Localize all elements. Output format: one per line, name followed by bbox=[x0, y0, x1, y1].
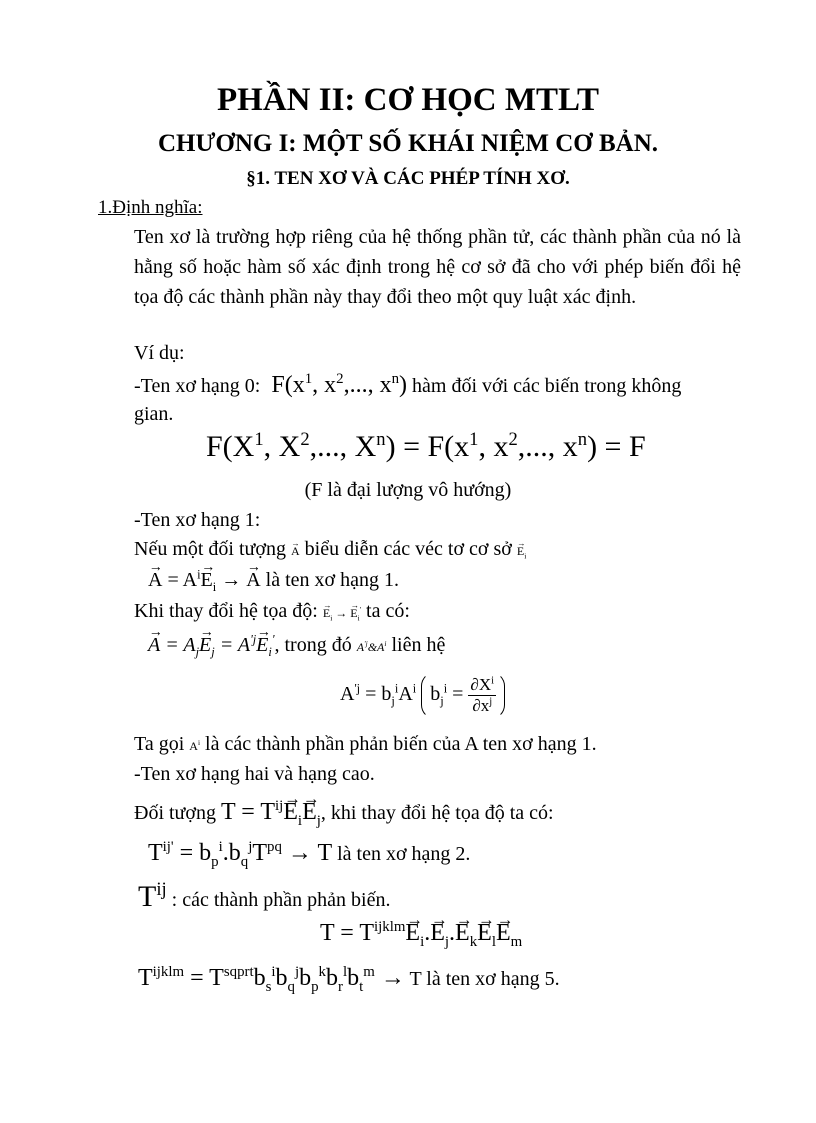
rank2-line1 bbox=[134, 798, 554, 829]
rank0-line bbox=[134, 372, 681, 399]
rank1-line5 bbox=[134, 733, 597, 756]
rank2-line1-text-b: , khi thay đổi hệ tọa độ ta có: bbox=[320, 802, 554, 824]
rank1-transform-law bbox=[340, 672, 505, 719]
rank1-line4 bbox=[148, 634, 445, 657]
rank1-formula-components: → $A = A_j\to E_j = A^{'j}\to E_i'$ bbox=[148, 634, 274, 656]
rank1-line4-text-b: liên hệ bbox=[391, 634, 446, 656]
rank2-transform-formula: $T^{ij'} = b_p^i.b_q^jT^{pq} \to T$ bbox=[148, 839, 333, 870]
basis-E-symbol: → $E_i$ bbox=[517, 544, 526, 558]
rank0-lead: -Ten xơ hạng 0: bbox=[134, 375, 261, 397]
rank0-inline-formula: $F(x^1$, $x^2$,..., $x^n$) bbox=[265, 371, 408, 398]
rank5-transform-formula: $T^{ijklm} = T^{sqprt}b_s^ib_q^jb_p^kb_r^lb_t^m$ → bbox=[138, 964, 405, 995]
example-label: Ví dụ: bbox=[134, 342, 185, 364]
rank5-line-text: T là ten xơ hạng 5. bbox=[409, 968, 560, 990]
definition-paragraph: Ten xơ là trường hợp riêng của hệ thống phần tử, các thành phần của nó là hằng số hoặc hàm số xác định trong hệ cơ sở đã cho với phép biến đổi hệ tọa độ các thành phần này thay đổi theo một quy luật xác định. bbox=[134, 226, 741, 308]
rank1-line3 bbox=[134, 600, 410, 623]
object-A-symbol: → A bbox=[291, 544, 300, 558]
transform-law-formula: $A^{'j} = b_j^iA^i$ bbox=[340, 681, 417, 709]
rank1-line5-text-b: là các thành phần phản biến của A ten xơ hạng 1. bbox=[205, 733, 597, 755]
components-relation-symbol: $A^{'j}\&A^i$ bbox=[356, 639, 387, 654]
rank5-line bbox=[138, 964, 560, 995]
rank1-line5-text: Ta gọi bbox=[134, 733, 185, 755]
rank2-line2 bbox=[148, 839, 471, 870]
rank1-line1-text-b: biểu diễn các véc tơ cơ sở bbox=[304, 538, 512, 560]
rank1-line1-text: Nếu một đối tượng bbox=[134, 538, 286, 560]
rank2-object-formula: $T = T^{ij}\to E_i\to E_j$ bbox=[221, 799, 321, 825]
rank0-text: hàm đối với các biến trong không bbox=[412, 375, 682, 397]
rank2-line2-text: là ten xơ hạng 2. bbox=[337, 843, 471, 865]
rank1-line2 bbox=[148, 569, 399, 592]
rank1-formula-A: → $A = A^i\to E_i$ → → A bbox=[148, 569, 261, 591]
chapter-title: CHƯƠNG I: MỘT SỐ KHÁI NIỆM CƠ BẢN. bbox=[157, 130, 659, 157]
basis-transform: → $E_i$ → → $E_i'$ bbox=[323, 606, 361, 620]
rank2-line3-text: : các thành phần phản biến. bbox=[171, 889, 391, 911]
part-title: PHẦN II: CƠ HỌC MTLT bbox=[217, 82, 599, 118]
rank2-Tij-symbol: $T^{ij}$ bbox=[138, 879, 167, 913]
rank0-wrap: gian. bbox=[134, 403, 174, 425]
rank5-object-formula: $T = T^{ijklm}\to E_i.\to E_j.\to E_k\to E_l\to E_m$ bbox=[320, 920, 522, 947]
rank2-line1-text: Đối tượng bbox=[134, 802, 216, 824]
rank0-note: (F là đại lượng vô hướng) bbox=[304, 479, 512, 501]
rank1-line1 bbox=[134, 538, 526, 561]
rank1-line3-text: Khi thay đổi hệ tọa độ: bbox=[134, 600, 318, 622]
section-title: §1. TEN XƠ VÀ CÁC PHÉP TÍNH XƠ. bbox=[246, 168, 570, 189]
jacobian-definition: $b_j^i$ = $\frac{\partial X^i}{\partial x^j}$ bbox=[421, 672, 505, 719]
rank1-line4-text: , trong đó bbox=[274, 634, 352, 656]
rank1-lead: -Ten xơ hạng 1: bbox=[134, 509, 261, 531]
rank2-line3 bbox=[138, 880, 390, 914]
definition-heading: 1.Định nghĩa: bbox=[98, 197, 203, 218]
rank0-display-formula: $F(X^1$, $X^2$,..., $X^n) = F(x^1$, $x^2$,..., $x^n) = F$ bbox=[206, 429, 646, 463]
rank1-line2-text: là ten xơ hạng 1. bbox=[265, 569, 399, 591]
rank2-lead: -Ten xơ hạng hai và hạng cao. bbox=[134, 763, 375, 785]
component-Ai-symbol: $A^i$ bbox=[189, 738, 201, 753]
rank1-line3-text-b: ta có: bbox=[366, 600, 410, 622]
